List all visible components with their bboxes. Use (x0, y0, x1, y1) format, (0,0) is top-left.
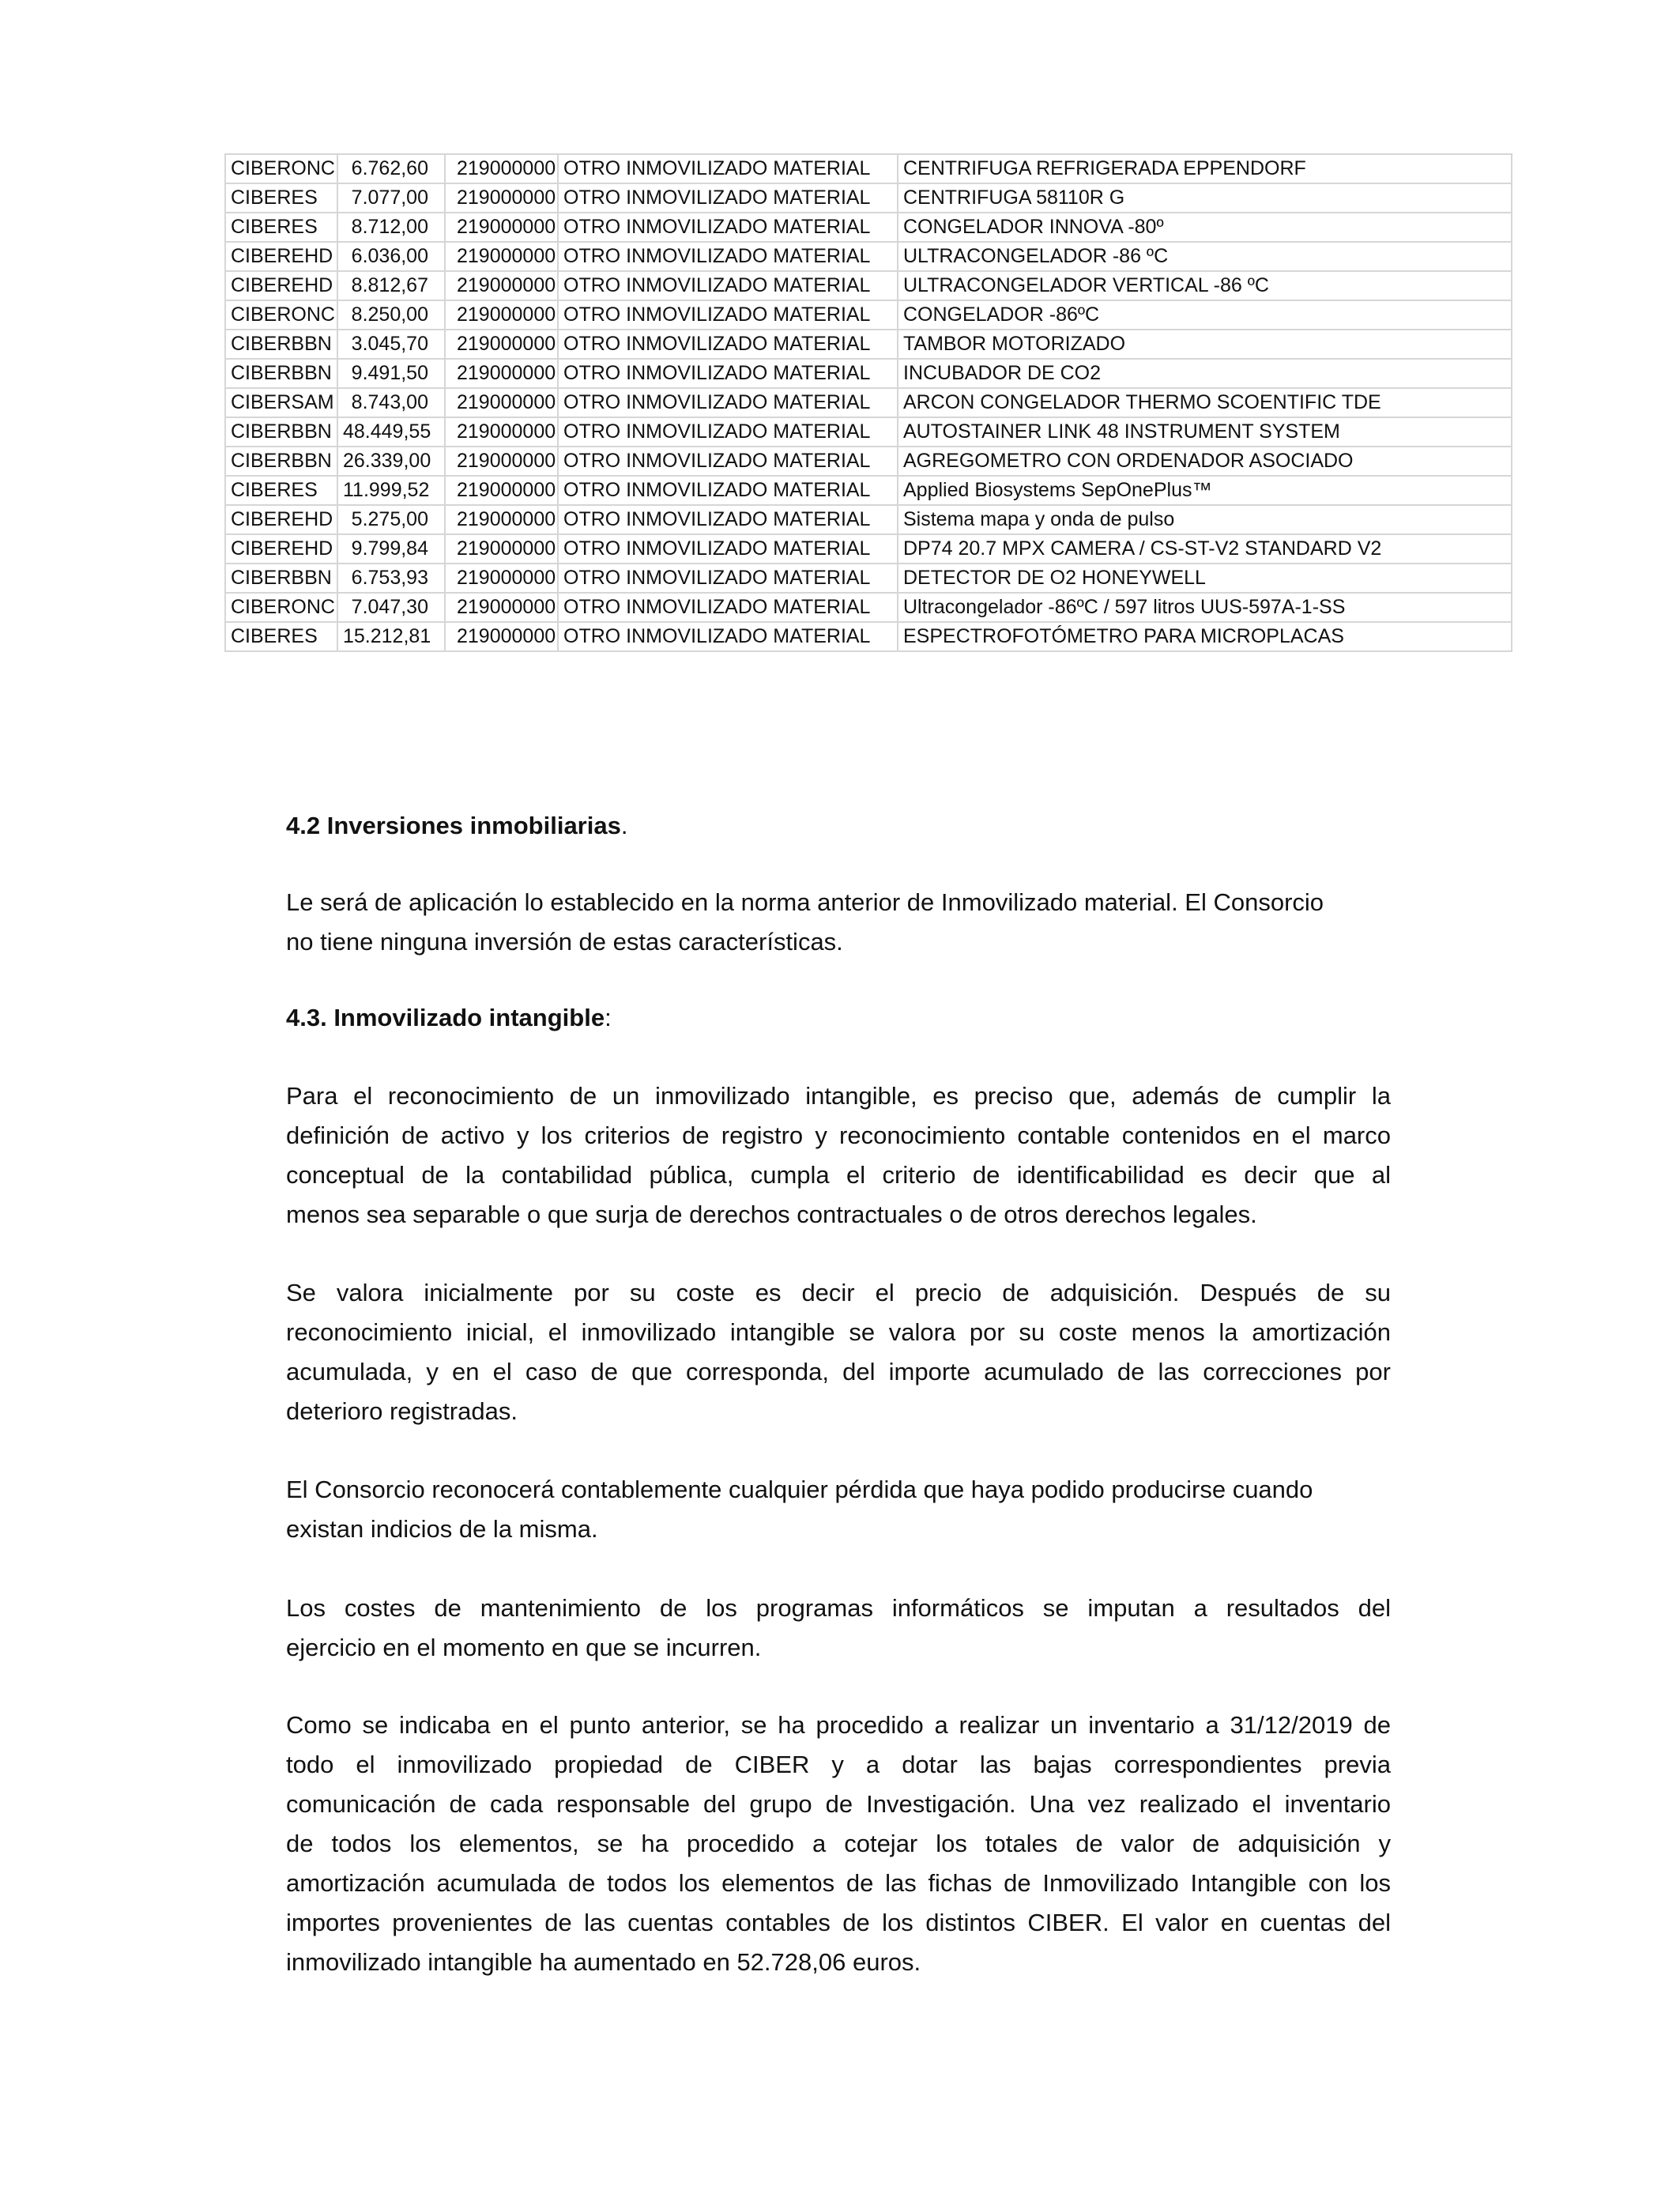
description-cell: CENTRIFUGA 58110R G (898, 183, 1512, 213)
asset-type-cell: OTRO INMOVILIZADO MATERIAL (558, 271, 898, 300)
account-cell: 219000000 (445, 271, 558, 300)
table-row (225, 271, 1512, 300)
section-4-2-paragraph (286, 883, 1391, 962)
description-cell: ESPECTROFOTÓMETRO PARA MICROPLACAS (898, 622, 1512, 651)
paragraph-line: no tiene ninguna inversión de estas características. (286, 928, 843, 956)
entity-cell: CIBEREHD (225, 242, 337, 271)
amount-cell: 26.339,00 (337, 447, 445, 476)
asset-type-cell: OTRO INMOVILIZADO MATERIAL (558, 330, 898, 359)
description-cell: CONGELADOR -86ºC (898, 300, 1512, 330)
asset-type-cell: OTRO INMOVILIZADO MATERIAL (558, 593, 898, 622)
paragraph-line: de todos los elementos, se ha procedido a cotejar los totales de valor de adquisición y (286, 1830, 1391, 1857)
description-cell: DP74 20.7 MPX CAMERA / CS-ST-V2 STANDARD V2 (898, 534, 1512, 564)
paragraph-line: acumulada, y en el caso de que corresponda, del importe acumulado de las correcciones por (286, 1358, 1391, 1385)
description-cell: CONGELADOR INNOVA -80º (898, 213, 1512, 242)
description-cell: ARCON CONGELADOR THERMO SCOENTIFIC TDE (898, 388, 1512, 417)
section-4-2-heading-suffix: . (620, 812, 628, 839)
account-cell: 219000000 (445, 593, 558, 622)
section-4-3-paragraph-5 (286, 1706, 1391, 1982)
paragraph-line: conceptual de la contabilidad pública, cumpla el criterio de identificabilidad es decir que al (286, 1161, 1391, 1189)
entity-cell: CIBERES (225, 183, 337, 213)
amount-cell: 15.212,81 (337, 622, 445, 651)
asset-type-cell: OTRO INMOVILIZADO MATERIAL (558, 359, 898, 388)
account-cell: 219000000 (445, 242, 558, 271)
section-4-3-paragraph-3 (286, 1470, 1391, 1549)
account-cell: 219000000 (445, 505, 558, 534)
entity-cell: CIBERBBN (225, 417, 337, 447)
description-cell: ULTRACONGELADOR VERTICAL -86 ºC (898, 271, 1512, 300)
paragraph-line: todo el inmovilizado propiedad de CIBER y a dotar las bajas correspondientes previa (286, 1751, 1391, 1778)
account-cell: 219000000 (445, 622, 558, 651)
paragraph-line: El Consorcio reconocerá contablemente cualquier pérdida que haya podido producirse cuando (286, 1476, 1313, 1503)
section-4-3-heading-block (286, 998, 1391, 1038)
assets-table (224, 153, 1512, 652)
table-row (225, 564, 1512, 593)
account-cell: 219000000 (445, 447, 558, 476)
description-cell: CENTRIFUGA REFRIGERADA EPPENDORF (898, 154, 1512, 183)
description-cell: Ultracongelador -86ºC / 597 litros UUS-597A-1-SS (898, 593, 1512, 622)
description-cell: TAMBOR MOTORIZADO (898, 330, 1512, 359)
amount-cell: 6.036,00 (337, 242, 445, 271)
paragraph-line: Para el reconocimiento de un inmovilizado intangible, es preciso que, además de cumplir la (286, 1082, 1391, 1110)
entity-cell: CIBERONC (225, 593, 337, 622)
asset-type-cell: OTRO INMOVILIZADO MATERIAL (558, 564, 898, 593)
description-cell: AGREGOMETRO CON ORDENADOR ASOCIADO (898, 447, 1512, 476)
entity-cell: CIBERONC (225, 154, 337, 183)
table-row (225, 534, 1512, 564)
asset-type-cell: OTRO INMOVILIZADO MATERIAL (558, 417, 898, 447)
assets-table-body (225, 154, 1512, 651)
account-cell: 219000000 (445, 154, 558, 183)
entity-cell: CIBERBBN (225, 330, 337, 359)
description-cell: Sistema mapa y onda de pulso (898, 505, 1512, 534)
asset-type-cell: OTRO INMOVILIZADO MATERIAL (558, 622, 898, 651)
description-cell: ULTRACONGELADOR -86 ºC (898, 242, 1512, 271)
entity-cell: CIBEREHD (225, 271, 337, 300)
paragraph-line: deterioro registradas. (286, 1397, 518, 1425)
entity-cell: CIBEREHD (225, 534, 337, 564)
amount-cell: 8.712,00 (337, 213, 445, 242)
asset-type-cell: OTRO INMOVILIZADO MATERIAL (558, 154, 898, 183)
table-row (225, 300, 1512, 330)
table-row (225, 417, 1512, 447)
account-cell: 219000000 (445, 417, 558, 447)
asset-type-cell: OTRO INMOVILIZADO MATERIAL (558, 388, 898, 417)
asset-type-cell: OTRO INMOVILIZADO MATERIAL (558, 447, 898, 476)
description-cell: AUTOSTAINER LINK 48 INSTRUMENT SYSTEM (898, 417, 1512, 447)
paragraph-line: importes provenientes de las cuentas contables de los distintos CIBER. El valor en cuentas del (286, 1909, 1391, 1936)
amount-cell: 6.762,60 (337, 154, 445, 183)
description-cell: Applied Biosystems SepOnePlus™ (898, 476, 1512, 505)
table-row (225, 154, 1512, 183)
table-row (225, 359, 1512, 388)
table-row (225, 593, 1512, 622)
asset-type-cell: OTRO INMOVILIZADO MATERIAL (558, 213, 898, 242)
entity-cell: CIBEREHD (225, 505, 337, 534)
description-cell: INCUBADOR DE CO2 (898, 359, 1512, 388)
account-cell: 219000000 (445, 534, 558, 564)
entity-cell: CIBERES (225, 622, 337, 651)
entity-cell: CIBERBBN (225, 564, 337, 593)
section-4-3-paragraph-2 (286, 1273, 1391, 1431)
amount-cell: 6.753,93 (337, 564, 445, 593)
entity-cell: CIBERSAM (225, 388, 337, 417)
amount-cell: 11.999,52 (337, 476, 445, 505)
amount-cell: 7.047,30 (337, 593, 445, 622)
section-4-2-heading-block (286, 806, 1391, 846)
paragraph-line: ejercicio en el momento en que se incurren. (286, 1634, 762, 1661)
account-cell: 219000000 (445, 359, 558, 388)
account-cell: 219000000 (445, 330, 558, 359)
section-4-3-paragraph-1 (286, 1076, 1391, 1235)
table-row (225, 447, 1512, 476)
account-cell: 219000000 (445, 388, 558, 417)
table-row (225, 505, 1512, 534)
section-4-2-heading: 4.2 Inversiones inmobiliarias (286, 812, 621, 839)
entity-cell: CIBERES (225, 476, 337, 505)
paragraph-line: menos sea separable o que surja de derechos contractuales o de otros derechos legales. (286, 1201, 1257, 1228)
paragraph-line: comunicación de cada responsable del grupo de Investigación. Una vez realizado el inventario (286, 1790, 1391, 1818)
section-4-3-heading-suffix: : (605, 1004, 612, 1031)
section-4-3-paragraph-4 (286, 1589, 1391, 1668)
asset-type-cell: OTRO INMOVILIZADO MATERIAL (558, 534, 898, 564)
entity-cell: CIBERES (225, 213, 337, 242)
entity-cell: CIBERONC (225, 300, 337, 330)
amount-cell: 3.045,70 (337, 330, 445, 359)
paragraph-line: existan indicios de la misma. (286, 1515, 598, 1543)
amount-cell: 7.077,00 (337, 183, 445, 213)
table-row (225, 242, 1512, 271)
amount-cell: 8.743,00 (337, 388, 445, 417)
account-cell: 219000000 (445, 300, 558, 330)
section-4-3-heading: 4.3. Inmovilizado intangible (286, 1004, 605, 1031)
amount-cell: 9.799,84 (337, 534, 445, 564)
paragraph-line: definición de activo y los criterios de registro y reconocimiento contable contenidos en el marco (286, 1122, 1391, 1149)
paragraph-line: reconocimiento inicial, el inmovilizado intangible se valora por su coste menos la amortización (286, 1318, 1391, 1346)
amount-cell: 8.250,00 (337, 300, 445, 330)
table-row (225, 622, 1512, 651)
account-cell: 219000000 (445, 476, 558, 505)
amount-cell: 8.812,67 (337, 271, 445, 300)
table-row (225, 183, 1512, 213)
paragraph-line: amortización acumulada de todos los elementos de las fichas de Inmovilizado Intangible con los (286, 1869, 1391, 1897)
table-row (225, 213, 1512, 242)
amount-cell: 48.449,55 (337, 417, 445, 447)
paragraph-line: Se valora inicialmente por su coste es decir el precio de adquisición. Después de su (286, 1279, 1391, 1306)
account-cell: 219000000 (445, 564, 558, 593)
table-row (225, 476, 1512, 505)
account-cell: 219000000 (445, 183, 558, 213)
description-cell: DETECTOR DE O2 HONEYWELL (898, 564, 1512, 593)
asset-type-cell: OTRO INMOVILIZADO MATERIAL (558, 505, 898, 534)
table-row (225, 388, 1512, 417)
paragraph-line: inmovilizado intangible ha aumentado en 52.728,06 euros. (286, 1948, 921, 1976)
table-row (225, 330, 1512, 359)
amount-cell: 9.491,50 (337, 359, 445, 388)
paragraph-line: Como se indicaba en el punto anterior, se ha procedido a realizar un inventario a 31/12/2019 de (286, 1711, 1391, 1739)
asset-type-cell: OTRO INMOVILIZADO MATERIAL (558, 300, 898, 330)
paragraph-line: Los costes de mantenimiento de los programas informáticos se imputan a resultados del (286, 1594, 1391, 1622)
account-cell: 219000000 (445, 213, 558, 242)
paragraph-line: Le será de aplicación lo establecido en la norma anterior de Inmovilizado material. El Consorcio (286, 888, 1324, 916)
asset-type-cell: OTRO INMOVILIZADO MATERIAL (558, 476, 898, 505)
asset-type-cell: OTRO INMOVILIZADO MATERIAL (558, 242, 898, 271)
entity-cell: CIBERBBN (225, 447, 337, 476)
asset-type-cell: OTRO INMOVILIZADO MATERIAL (558, 183, 898, 213)
entity-cell: CIBERBBN (225, 359, 337, 388)
amount-cell: 5.275,00 (337, 505, 445, 534)
